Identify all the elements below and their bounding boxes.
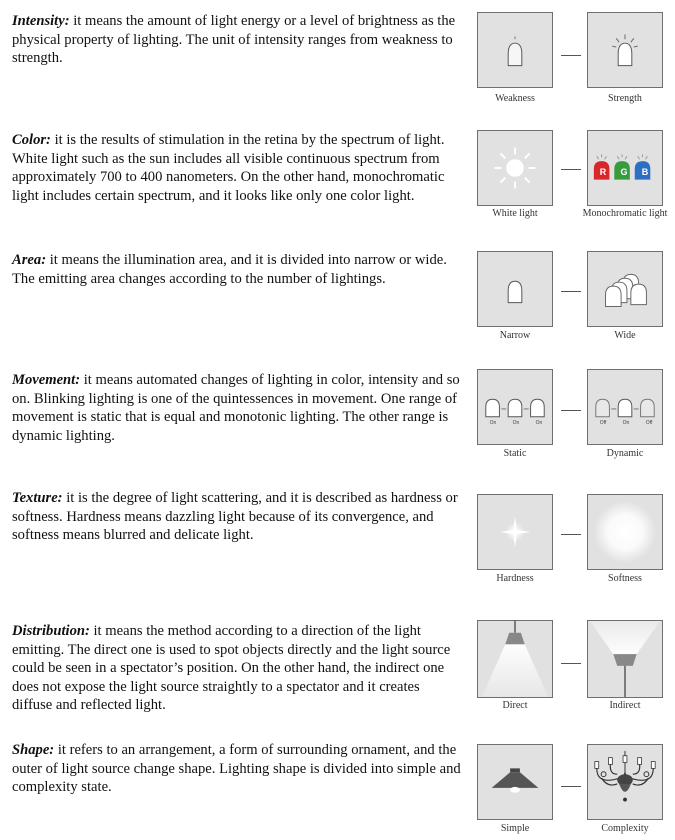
range-dash	[561, 534, 581, 535]
hardness-label: Hardness	[496, 573, 534, 584]
range-dash	[561, 291, 581, 292]
intensity-description	[12, 12, 462, 68]
area-term: Area:	[12, 252, 47, 268]
range-dash	[561, 663, 581, 664]
dynamic-label: Dynamic	[606, 448, 644, 459]
dim-bulb-icon	[478, 13, 552, 87]
bright-bulb-icon	[588, 13, 662, 87]
soft-glow-icon	[588, 495, 662, 569]
static-state-3: On	[535, 420, 543, 426]
narrow-illustration	[477, 251, 553, 327]
range-dash	[561, 786, 581, 787]
white-light-illustration	[477, 130, 553, 206]
range-dash	[561, 410, 581, 411]
dynamic-illustration	[587, 369, 663, 445]
weakness-label: Weakness	[495, 93, 535, 104]
static-bulbs-icon	[478, 370, 552, 444]
green-letter: G	[620, 167, 628, 177]
range-dash	[561, 169, 581, 170]
complexity-label: Complexity	[601, 823, 649, 834]
direct-illustration	[477, 620, 553, 698]
blue-letter: B	[641, 167, 649, 177]
movement-text: it means automated changes of lighting in color, intensity and so on. Blinking lighting is one of the quintessences in movement. One range of movement is static that is equal and monotonic lighting. The other range is dynamic lighting.	[12, 372, 460, 444]
dynamic-bulbs-icon	[588, 370, 662, 444]
direct-label: Direct	[502, 700, 528, 711]
intensity-text: it means the amount of light energy or a level of brightness as the physical property of lighting. The unit of intensity ranges from weakness to strength.	[12, 13, 456, 67]
complexity-illustration	[587, 744, 663, 820]
static-illustration	[477, 369, 553, 445]
shape-description	[12, 741, 462, 797]
chandelier-icon	[588, 745, 662, 819]
uplight-icon	[588, 621, 662, 697]
multiple-bulbs-icon	[588, 252, 662, 326]
simple-label: Simple	[500, 823, 530, 834]
hardness-illustration	[477, 494, 553, 570]
dynamic-state-2: On	[622, 420, 630, 426]
indirect-label: Indirect	[609, 700, 641, 711]
distribution-text: it means the method according to a direction of the light emitting. The direct one is used to spot objects directly and the light source could be seen in a spectator’s position. On the other hand, the indirect one does not expose the light source straightly to a spectator and it creates diffuse and reflected light.	[12, 623, 451, 714]
narrow-label: Narrow	[499, 330, 531, 341]
dynamic-state-3: Off	[645, 420, 653, 426]
wide-label: Wide	[614, 330, 636, 341]
distribution-description	[12, 622, 462, 715]
movement-term: Movement:	[12, 372, 81, 388]
red-letter: R	[599, 167, 607, 177]
wide-illustration	[587, 251, 663, 327]
color-description	[12, 131, 462, 205]
static-state-2: On	[512, 420, 520, 426]
strength-label: Strength	[608, 93, 642, 104]
monochromatic-illustration	[587, 130, 663, 206]
star-sparkle-icon	[478, 495, 552, 569]
indirect-illustration	[587, 620, 663, 698]
downlight-icon	[478, 621, 552, 697]
white-light-label: White light	[492, 208, 538, 219]
dynamic-state-1: Off	[599, 420, 607, 426]
color-text: it is the results of stimulation in the retina by the spectrum of light. White light such as the sun includes all visible continuous spectrum from approximately 700 to 400 nanometers. On the other hand, monochromatic light includes certain spectrum, and it looks like only one color light.	[12, 132, 445, 204]
texture-term: Texture:	[12, 490, 63, 506]
weakness-illustration	[477, 12, 553, 88]
texture-description	[12, 489, 462, 545]
movement-description	[12, 371, 462, 445]
distribution-term: Distribution:	[12, 623, 90, 639]
pendant-lamp-icon	[478, 745, 552, 819]
shape-term: Shape:	[12, 742, 55, 758]
static-state-1: On	[489, 420, 497, 426]
intensity-term: Intensity:	[12, 13, 70, 29]
color-term: Color:	[12, 132, 51, 148]
range-dash	[561, 55, 581, 56]
softness-illustration	[587, 494, 663, 570]
monochromatic-label: Monochromatic light	[582, 208, 668, 219]
texture-text: it is the degree of light scattering, and it is described as hardness or softness. Hardness means dazzling light because of its convergence, and softness means blurred and delicate light.	[12, 490, 458, 544]
area-text: it means the illumination area, and it is divided into narrow or wide. The emitting area changes according to the number of lightings.	[12, 252, 447, 287]
strength-illustration	[587, 12, 663, 88]
simple-illustration	[477, 744, 553, 820]
shape-text: it refers to an arrangement, a form of surrounding ornament, and the outer of light source change shape. Lighting shape is divided into simple and complexity state.	[12, 742, 461, 796]
softness-label: Softness	[608, 573, 642, 584]
single-bulb-icon	[478, 252, 552, 326]
area-description	[12, 251, 462, 288]
sun-icon	[478, 131, 552, 205]
static-label: Static	[503, 448, 527, 459]
